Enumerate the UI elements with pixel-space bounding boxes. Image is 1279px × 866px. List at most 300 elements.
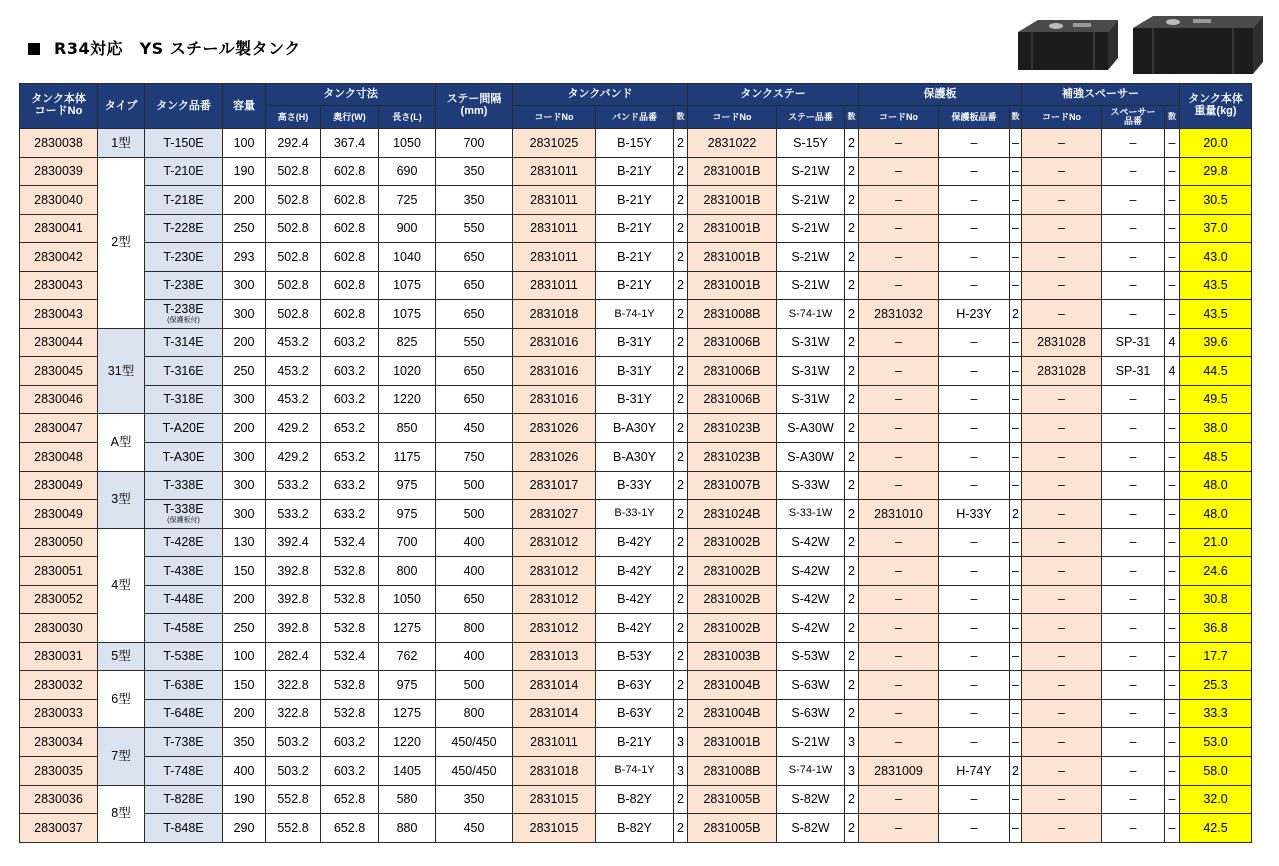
cell-guard-count: – bbox=[1010, 557, 1022, 586]
cell-stay-part: S-21W bbox=[777, 271, 845, 300]
cell-weight: 30.8 bbox=[1180, 585, 1252, 614]
table-row bbox=[20, 471, 1252, 500]
cell-stay-pitch: 650 bbox=[436, 357, 513, 386]
cell-stay-code: 2831002B bbox=[688, 585, 777, 614]
cell-band-code: 2831014 bbox=[513, 699, 596, 728]
cell-code: 2830043 bbox=[20, 300, 98, 329]
cell-weight: 43.5 bbox=[1180, 271, 1252, 300]
table-row bbox=[20, 357, 1252, 386]
cell-band-part: B-21Y bbox=[596, 271, 674, 300]
cell-band-count: 2 bbox=[674, 585, 688, 614]
cell-spacer-code: – bbox=[1022, 157, 1102, 186]
cell-capacity: 400 bbox=[223, 757, 266, 786]
table-row bbox=[20, 728, 1252, 757]
cell-height: 322.8 bbox=[266, 699, 321, 728]
cell-capacity: 150 bbox=[223, 557, 266, 586]
cell-weight: 38.0 bbox=[1180, 414, 1252, 443]
cell-band-part: B-74-1Y bbox=[596, 300, 674, 329]
cell-spacer-part: – bbox=[1102, 699, 1165, 728]
cell-depth: 633.2 bbox=[321, 500, 379, 529]
header-length: 長さ(L) bbox=[379, 106, 436, 129]
cell-depth: 603.2 bbox=[321, 385, 379, 414]
cell-stay-pitch: 550 bbox=[436, 328, 513, 357]
cell-capacity: 190 bbox=[223, 785, 266, 814]
cell-capacity: 200 bbox=[223, 186, 266, 215]
cell-height: 502.8 bbox=[266, 243, 321, 272]
cell-spacer-count: – bbox=[1165, 300, 1180, 329]
cell-code: 2830048 bbox=[20, 443, 98, 472]
table-row bbox=[20, 614, 1252, 643]
cell-height: 533.2 bbox=[266, 500, 321, 529]
cell-stay-code: 2831002B bbox=[688, 528, 777, 557]
cell-spacer-code: – bbox=[1022, 300, 1102, 329]
cell-band-part: B-A30Y bbox=[596, 414, 674, 443]
cell-stay-pitch: 650 bbox=[436, 385, 513, 414]
cell-depth: 532.8 bbox=[321, 671, 379, 700]
cell-guard-code: – bbox=[859, 385, 939, 414]
cell-stay-count: 2 bbox=[845, 414, 859, 443]
cell-stay-pitch: 500 bbox=[436, 471, 513, 500]
cell-band-count: 2 bbox=[674, 271, 688, 300]
cell-length: 1050 bbox=[379, 585, 436, 614]
cell-stay-code: 2831023B bbox=[688, 443, 777, 472]
cell-stay-count: 2 bbox=[845, 157, 859, 186]
cell-height: 502.8 bbox=[266, 157, 321, 186]
cell-guard-count: – bbox=[1010, 814, 1022, 843]
cell-length: 1275 bbox=[379, 699, 436, 728]
header-stay-count: 数 bbox=[845, 106, 859, 129]
cell-stay-count: 2 bbox=[845, 214, 859, 243]
cell-stay-count: 2 bbox=[845, 785, 859, 814]
cell-height: 502.8 bbox=[266, 214, 321, 243]
cell-band-code: 2831018 bbox=[513, 300, 596, 329]
cell-model: T-A20E bbox=[145, 414, 223, 443]
cell-guard-part: – bbox=[939, 699, 1010, 728]
cell-height: 429.2 bbox=[266, 443, 321, 472]
header-capacity: 容量 bbox=[223, 84, 266, 129]
cell-guard-part: – bbox=[939, 671, 1010, 700]
cell-stay-count: 2 bbox=[845, 585, 859, 614]
header-height: 高さ(H) bbox=[266, 106, 321, 129]
cell-stay-count: 2 bbox=[845, 186, 859, 215]
cell-height: 453.2 bbox=[266, 328, 321, 357]
table-row bbox=[20, 385, 1252, 414]
cell-stay-pitch: 650 bbox=[436, 300, 513, 329]
table-row bbox=[20, 414, 1252, 443]
cell-spacer-count: – bbox=[1165, 129, 1180, 158]
tank-spec-table bbox=[19, 83, 1252, 843]
cell-capacity: 250 bbox=[223, 614, 266, 643]
cell-model: T-428E bbox=[145, 528, 223, 557]
cell-code: 2830031 bbox=[20, 642, 98, 671]
table-header bbox=[20, 84, 1252, 129]
cell-spacer-count: – bbox=[1165, 471, 1180, 500]
cell-band-part: B-53Y bbox=[596, 642, 674, 671]
cell-guard-count: – bbox=[1010, 642, 1022, 671]
cell-type: 31型 bbox=[98, 328, 145, 414]
cell-code: 2830032 bbox=[20, 671, 98, 700]
cell-stay-pitch: 350 bbox=[436, 785, 513, 814]
header-depth: 奥行(W) bbox=[321, 106, 379, 129]
cell-guard-code: – bbox=[859, 157, 939, 186]
cell-weight: 48.0 bbox=[1180, 471, 1252, 500]
cell-stay-part: S-31W bbox=[777, 357, 845, 386]
cell-height: 502.8 bbox=[266, 271, 321, 300]
cell-depth: 633.2 bbox=[321, 471, 379, 500]
header-model: タンク品番 bbox=[145, 84, 223, 129]
cell-height: 392.8 bbox=[266, 585, 321, 614]
cell-band-code: 2831011 bbox=[513, 243, 596, 272]
cell-guard-code: – bbox=[859, 328, 939, 357]
cell-spacer-part: – bbox=[1102, 129, 1165, 158]
cell-stay-code: 2831001B bbox=[688, 157, 777, 186]
table-row bbox=[20, 186, 1252, 215]
cell-depth: 532.8 bbox=[321, 585, 379, 614]
table-row bbox=[20, 243, 1252, 272]
cell-length: 580 bbox=[379, 785, 436, 814]
cell-stay-code: 2831024B bbox=[688, 500, 777, 529]
cell-depth: 603.2 bbox=[321, 328, 379, 357]
cell-spacer-code: – bbox=[1022, 728, 1102, 757]
cell-band-code: 2831018 bbox=[513, 757, 596, 786]
cell-spacer-part: – bbox=[1102, 585, 1165, 614]
cell-capacity: 250 bbox=[223, 214, 266, 243]
cell-spacer-code: – bbox=[1022, 129, 1102, 158]
cell-band-code: 2831011 bbox=[513, 157, 596, 186]
cell-stay-code: 2831002B bbox=[688, 614, 777, 643]
cell-spacer-code: 2831028 bbox=[1022, 328, 1102, 357]
cell-guard-part: H-74Y bbox=[939, 757, 1010, 786]
cell-stay-part: S-21W bbox=[777, 186, 845, 215]
cell-length: 880 bbox=[379, 814, 436, 843]
cell-band-code: 2831012 bbox=[513, 557, 596, 586]
cell-stay-pitch: 350 bbox=[436, 186, 513, 215]
cell-stay-part: S-31W bbox=[777, 385, 845, 414]
cell-stay-count: 2 bbox=[845, 271, 859, 300]
cell-stay-code: 2831004B bbox=[688, 671, 777, 700]
cell-length: 1275 bbox=[379, 614, 436, 643]
table-row bbox=[20, 557, 1252, 586]
cell-model: T-538E bbox=[145, 642, 223, 671]
cell-weight: 32.0 bbox=[1180, 785, 1252, 814]
cell-depth: 602.8 bbox=[321, 214, 379, 243]
cell-spacer-count: – bbox=[1165, 642, 1180, 671]
cell-stay-code: 2831008B bbox=[688, 757, 777, 786]
cell-stay-part: S-31W bbox=[777, 328, 845, 357]
cell-band-part: B-82Y bbox=[596, 785, 674, 814]
cell-spacer-code: – bbox=[1022, 385, 1102, 414]
cell-type: 4型 bbox=[98, 528, 145, 642]
cell-spacer-code: – bbox=[1022, 243, 1102, 272]
table-row bbox=[20, 328, 1252, 357]
table-row bbox=[20, 157, 1252, 186]
cell-stay-pitch: 800 bbox=[436, 614, 513, 643]
cell-guard-code: – bbox=[859, 214, 939, 243]
cell-depth: 602.8 bbox=[321, 186, 379, 215]
cell-stay-count: 2 bbox=[845, 443, 859, 472]
cell-height: 392.8 bbox=[266, 557, 321, 586]
cell-spacer-code: – bbox=[1022, 699, 1102, 728]
cell-capacity: 130 bbox=[223, 528, 266, 557]
cell-code: 2830039 bbox=[20, 157, 98, 186]
cell-spacer-count: 4 bbox=[1165, 328, 1180, 357]
cell-band-code: 2831014 bbox=[513, 671, 596, 700]
cell-length: 975 bbox=[379, 671, 436, 700]
cell-model: T-648E bbox=[145, 699, 223, 728]
cell-guard-part: – bbox=[939, 642, 1010, 671]
cell-length: 1220 bbox=[379, 728, 436, 757]
cell-code: 2830052 bbox=[20, 585, 98, 614]
cell-guard-count: – bbox=[1010, 186, 1022, 215]
cell-stay-code: 2831003B bbox=[688, 642, 777, 671]
cell-guard-count: – bbox=[1010, 157, 1022, 186]
cell-guard-part: – bbox=[939, 157, 1010, 186]
cell-model: T-230E bbox=[145, 243, 223, 272]
header-spacer-count: 数 bbox=[1165, 106, 1180, 129]
cell-capacity: 300 bbox=[223, 300, 266, 329]
cell-depth: 532.4 bbox=[321, 528, 379, 557]
cell-guard-part: – bbox=[939, 414, 1010, 443]
table-row bbox=[20, 671, 1252, 700]
cell-length: 800 bbox=[379, 557, 436, 586]
cell-stay-pitch: 450 bbox=[436, 814, 513, 843]
cell-spacer-code: – bbox=[1022, 614, 1102, 643]
cell-weight: 20.0 bbox=[1180, 129, 1252, 158]
cell-stay-code: 2831006B bbox=[688, 357, 777, 386]
cell-stay-pitch: 450 bbox=[436, 414, 513, 443]
cell-spacer-count: – bbox=[1165, 186, 1180, 215]
cell-model: T-150E bbox=[145, 129, 223, 158]
cell-stay-part: S-33W bbox=[777, 471, 845, 500]
cell-guard-part: – bbox=[939, 785, 1010, 814]
cell-band-part: B-31Y bbox=[596, 385, 674, 414]
cell-stay-part: S-82W bbox=[777, 814, 845, 843]
cell-band-code: 2831027 bbox=[513, 500, 596, 529]
cell-height: 282.4 bbox=[266, 642, 321, 671]
cell-spacer-code: – bbox=[1022, 557, 1102, 586]
cell-model: T-638E bbox=[145, 671, 223, 700]
header-guard: 保護板 bbox=[859, 84, 1022, 106]
cell-model: T-238E (保護板付) bbox=[145, 300, 223, 329]
cell-spacer-part: SP-31 bbox=[1102, 328, 1165, 357]
cell-guard-count: – bbox=[1010, 357, 1022, 386]
cell-guard-part: – bbox=[939, 214, 1010, 243]
cell-capacity: 300 bbox=[223, 471, 266, 500]
cell-stay-code: 2831001B bbox=[688, 271, 777, 300]
cell-capacity: 200 bbox=[223, 414, 266, 443]
cell-type: 7型 bbox=[98, 728, 145, 785]
cell-band-part: B-21Y bbox=[596, 186, 674, 215]
cell-type: 3型 bbox=[98, 471, 145, 528]
cell-stay-part: S-A30W bbox=[777, 414, 845, 443]
cell-spacer-code: – bbox=[1022, 471, 1102, 500]
cell-code: 2830046 bbox=[20, 385, 98, 414]
title-text: R34対応 YS スチール製タンク bbox=[54, 39, 301, 58]
table-row bbox=[20, 271, 1252, 300]
table-row bbox=[20, 814, 1252, 843]
cell-length: 1220 bbox=[379, 385, 436, 414]
cell-stay-part: S-15Y bbox=[777, 129, 845, 158]
table-row bbox=[20, 699, 1252, 728]
cell-capacity: 200 bbox=[223, 585, 266, 614]
cell-model: T-218E bbox=[145, 186, 223, 215]
cell-depth: 652.8 bbox=[321, 785, 379, 814]
cell-stay-pitch: 550 bbox=[436, 214, 513, 243]
cell-stay-pitch: 650 bbox=[436, 585, 513, 614]
cell-depth: 652.8 bbox=[321, 814, 379, 843]
cell-weight: 17.7 bbox=[1180, 642, 1252, 671]
header-spacer-part: スペーサー 品番 bbox=[1102, 106, 1165, 129]
cell-guard-code: 2831009 bbox=[859, 757, 939, 786]
cell-guard-part: – bbox=[939, 385, 1010, 414]
cell-depth: 603.2 bbox=[321, 357, 379, 386]
cell-band-part: B-15Y bbox=[596, 129, 674, 158]
cell-stay-part: S-21W bbox=[777, 157, 845, 186]
cell-model: T-316E bbox=[145, 357, 223, 386]
cell-code: 2830050 bbox=[20, 528, 98, 557]
cell-guard-code: – bbox=[859, 785, 939, 814]
cell-stay-pitch: 400 bbox=[436, 528, 513, 557]
cell-guard-code: – bbox=[859, 528, 939, 557]
cell-code: 2830045 bbox=[20, 357, 98, 386]
header-band: タンクバンド bbox=[513, 84, 688, 106]
cell-model: T-228E bbox=[145, 214, 223, 243]
cell-band-code: 2831011 bbox=[513, 186, 596, 215]
cell-band-count: 2 bbox=[674, 243, 688, 272]
cell-band-part: B-33-1Y bbox=[596, 500, 674, 529]
table-row bbox=[20, 642, 1252, 671]
cell-spacer-count: – bbox=[1165, 728, 1180, 757]
cell-length: 1050 bbox=[379, 129, 436, 158]
table-row bbox=[20, 785, 1252, 814]
cell-length: 725 bbox=[379, 186, 436, 215]
cell-weight: 58.0 bbox=[1180, 757, 1252, 786]
cell-spacer-part: – bbox=[1102, 243, 1165, 272]
header-dims: タンク寸法 bbox=[266, 84, 436, 106]
cell-stay-pitch: 650 bbox=[436, 271, 513, 300]
cell-spacer-code: – bbox=[1022, 642, 1102, 671]
cell-spacer-part: – bbox=[1102, 528, 1165, 557]
cell-spacer-count: – bbox=[1165, 443, 1180, 472]
cell-band-count: 2 bbox=[674, 385, 688, 414]
cell-capacity: 250 bbox=[223, 357, 266, 386]
cell-weight: 37.0 bbox=[1180, 214, 1252, 243]
cell-band-code: 2831012 bbox=[513, 585, 596, 614]
cell-code: 2830044 bbox=[20, 328, 98, 357]
cell-spacer-part: – bbox=[1102, 614, 1165, 643]
guard-note: (保護板付) bbox=[167, 517, 200, 525]
cell-height: 533.2 bbox=[266, 471, 321, 500]
cell-guard-code: – bbox=[859, 471, 939, 500]
tank-photo-1-icon bbox=[1018, 20, 1118, 70]
cell-band-code: 2831017 bbox=[513, 471, 596, 500]
cell-spacer-part: – bbox=[1102, 814, 1165, 843]
cell-stay-part: S-74-1W bbox=[777, 300, 845, 329]
cell-weight: 29.8 bbox=[1180, 157, 1252, 186]
cell-stay-part: S-42W bbox=[777, 585, 845, 614]
cell-guard-part: H-23Y bbox=[939, 300, 1010, 329]
cell-band-count: 2 bbox=[674, 699, 688, 728]
cell-band-code: 2831011 bbox=[513, 214, 596, 243]
cell-stay-pitch: 450/450 bbox=[436, 728, 513, 757]
header-stay-pitch: ステー間隔 (mm) bbox=[436, 84, 513, 129]
cell-guard-count: – bbox=[1010, 471, 1022, 500]
cell-stay-part: S-42W bbox=[777, 557, 845, 586]
cell-stay-part: S-74-1W bbox=[777, 757, 845, 786]
cell-spacer-part: – bbox=[1102, 785, 1165, 814]
cell-spacer-part: – bbox=[1102, 471, 1165, 500]
cell-guard-part: – bbox=[939, 728, 1010, 757]
cell-stay-pitch: 450/450 bbox=[436, 757, 513, 786]
cell-band-part: B-42Y bbox=[596, 614, 674, 643]
cell-band-count: 2 bbox=[674, 357, 688, 386]
cell-spacer-part: – bbox=[1102, 157, 1165, 186]
cell-band-code: 2831011 bbox=[513, 271, 596, 300]
cell-stay-pitch: 350 bbox=[436, 157, 513, 186]
cell-depth: 532.4 bbox=[321, 642, 379, 671]
cell-guard-part: – bbox=[939, 328, 1010, 357]
cell-weight: 21.0 bbox=[1180, 528, 1252, 557]
table-row bbox=[20, 757, 1252, 786]
cell-spacer-part: – bbox=[1102, 443, 1165, 472]
cell-length: 975 bbox=[379, 471, 436, 500]
cell-capacity: 190 bbox=[223, 157, 266, 186]
cell-spacer-code: 2831028 bbox=[1022, 357, 1102, 386]
cell-stay-part: S-42W bbox=[777, 528, 845, 557]
cell-stay-pitch: 500 bbox=[436, 671, 513, 700]
cell-capacity: 290 bbox=[223, 814, 266, 843]
cell-weight: 44.5 bbox=[1180, 357, 1252, 386]
cell-model: T-828E bbox=[145, 785, 223, 814]
cell-band-part: B-A30Y bbox=[596, 443, 674, 472]
cell-stay-count: 2 bbox=[845, 300, 859, 329]
cell-band-code: 2831025 bbox=[513, 129, 596, 158]
cell-guard-code: – bbox=[859, 186, 939, 215]
cell-spacer-count: – bbox=[1165, 614, 1180, 643]
cell-spacer-count: – bbox=[1165, 271, 1180, 300]
cell-band-count: 2 bbox=[674, 214, 688, 243]
cell-band-count: 2 bbox=[674, 443, 688, 472]
cell-spacer-count: – bbox=[1165, 214, 1180, 243]
cell-stay-pitch: 400 bbox=[436, 557, 513, 586]
cell-spacer-code: – bbox=[1022, 500, 1102, 529]
cell-stay-count: 2 bbox=[845, 328, 859, 357]
cell-stay-code: 2831008B bbox=[688, 300, 777, 329]
cell-spacer-count: – bbox=[1165, 385, 1180, 414]
cell-band-code: 2831026 bbox=[513, 443, 596, 472]
cell-length: 700 bbox=[379, 528, 436, 557]
cell-spacer-part: – bbox=[1102, 300, 1165, 329]
cell-spacer-code: – bbox=[1022, 757, 1102, 786]
cell-type: 8型 bbox=[98, 785, 145, 842]
cell-depth: 653.2 bbox=[321, 414, 379, 443]
cell-guard-code: – bbox=[859, 414, 939, 443]
cell-guard-code: – bbox=[859, 443, 939, 472]
cell-stay-part: S-33-1W bbox=[777, 500, 845, 529]
cell-band-part: B-42Y bbox=[596, 528, 674, 557]
cell-spacer-code: – bbox=[1022, 785, 1102, 814]
cell-depth: 602.8 bbox=[321, 271, 379, 300]
cell-capacity: 300 bbox=[223, 385, 266, 414]
cell-band-code: 2831016 bbox=[513, 328, 596, 357]
cell-length: 1020 bbox=[379, 357, 436, 386]
cell-depth: 367.4 bbox=[321, 129, 379, 158]
cell-capacity: 100 bbox=[223, 129, 266, 158]
cell-model: T-A30E bbox=[145, 443, 223, 472]
cell-band-count: 2 bbox=[674, 500, 688, 529]
cell-stay-pitch: 700 bbox=[436, 129, 513, 158]
cell-stay-code: 2831023B bbox=[688, 414, 777, 443]
